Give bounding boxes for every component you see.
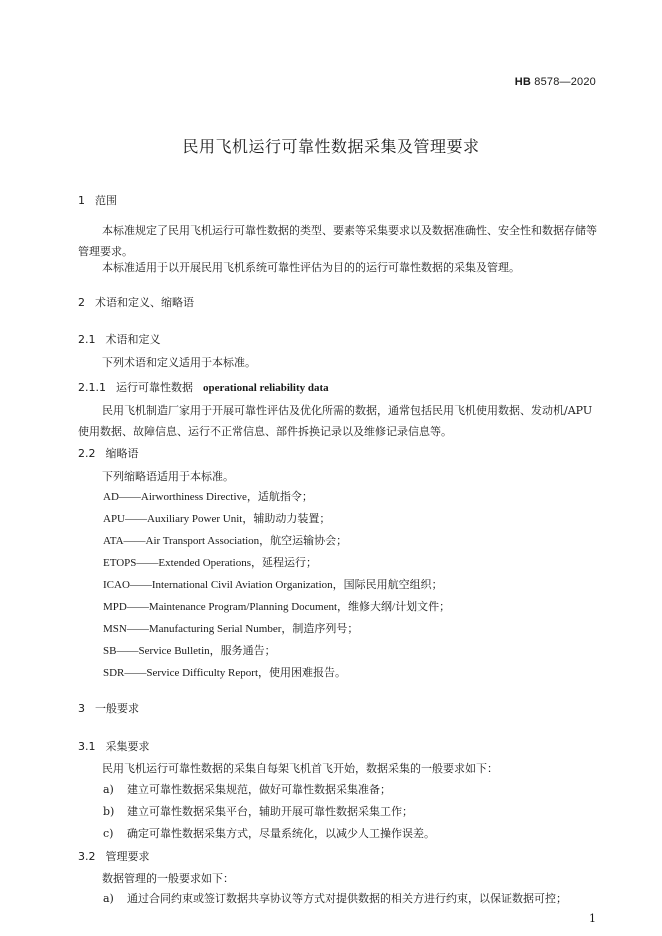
- abbreviation-ad: AD——Airworthiness Directive，适航指令；: [103, 491, 313, 503]
- page-number: 1: [589, 912, 596, 925]
- abbreviation-msn: MSN——Manufacturing Serial Number，制造序列号；: [103, 623, 359, 635]
- section-1-heading: 1 范围: [78, 194, 117, 207]
- list-item: c) 确定可靠性数据采集方式，尽量系统化，以减少人工操作误差。: [103, 827, 435, 840]
- standard-code: HB 8578—2020: [514, 76, 596, 88]
- section-1-paragraph-2: 本标准适用于以开展民用飞机系统可靠性评估为目的的运行可靠性数据的采集及管理。: [102, 261, 520, 274]
- section-2-1-1-heading: 2.1.1 运行可靠性数据 operational reliability data: [78, 381, 329, 394]
- abbreviation-ata: ATA——Air Transport Association，航空运输协会；: [103, 535, 348, 547]
- section-3-2-heading: 3.2 管理要求: [78, 850, 150, 863]
- section-3-1-heading: 3.1 采集要求: [78, 740, 150, 753]
- abbreviation-icao: ICAO——International Civil Aviation Organization，国际民用航空组织；: [103, 579, 443, 591]
- section-3-1-paragraph: 民用飞机运行可靠性数据的采集自每架飞机首飞开始，数据采集的一般要求如下：: [102, 762, 498, 775]
- abbreviation-apu: APU——Auxiliary Power Unit，辅助动力装置；: [103, 513, 331, 525]
- abbreviation-sdr: SDR——Service Difficulty Report，使用困难报告。: [103, 667, 346, 679]
- section-2-1-1-paragraph: 民用飞机制造厂家用于开展可靠性评估及优化所需的数据，通常包括民用飞机使用数据、发动机/APU使用数据、故障信息、运行不正常信息、部件拆换记录以及维修记录信息等。: [78, 404, 593, 438]
- list-item: b) 建立可靠性数据采集平台，辅助开展可靠性数据采集工作；: [103, 805, 413, 818]
- list-item: a) 建立可靠性数据采集规范，做好可靠性数据采集准备；: [103, 783, 391, 796]
- section-2-2-paragraph: 下列缩略语适用于本标准。: [102, 470, 234, 483]
- section-2-2-heading: 2.2 缩略语: [78, 447, 139, 460]
- section-2-heading: 2 术语和定义、缩略语: [78, 296, 194, 309]
- list-item: a) 通过合同约束或签订数据共享协议等方式对提供数据的相关方进行约束，以保证数据可控；: [103, 892, 567, 905]
- section-3-heading: 3 一般要求: [78, 702, 139, 715]
- section-1-paragraph-1: 本标准规定了民用飞机运行可靠性数据的类型、要素等采集要求以及数据准确性、安全性和数据存储等管理要求。: [78, 224, 597, 258]
- section-2-1-paragraph: 下列术语和定义适用于本标准。: [102, 356, 256, 369]
- abbreviation-etops: ETOPS——Extended Operations，延程运行；: [103, 557, 317, 569]
- abbreviation-mpd: MPD——Maintenance Program/Planning Document，维修大纲/计划文件；: [103, 601, 451, 613]
- section-3-2-paragraph: 数据管理的一般要求如下：: [102, 872, 234, 885]
- abbreviation-sb: SB——Service Bulletin，服务通告；: [103, 645, 276, 657]
- document-title: 民用飞机运行可靠性数据采集及管理要求: [182, 137, 480, 156]
- section-2-1-heading: 2.1 术语和定义: [78, 333, 161, 346]
